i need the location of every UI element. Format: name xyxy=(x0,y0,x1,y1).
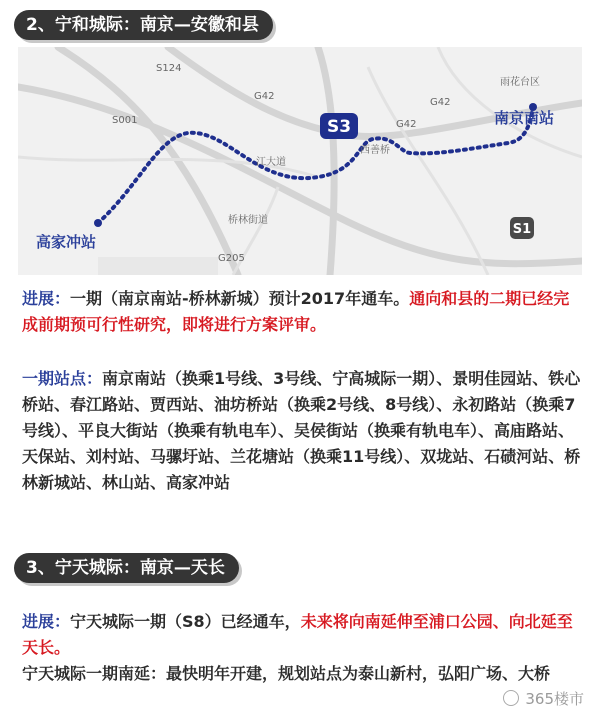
watermark-text: 365楼市 xyxy=(525,690,584,708)
label-district: 雨花台区 xyxy=(500,77,540,88)
section3-progress-highlight: 未来将向南延伸至浦口公园、向北延至天长。 xyxy=(22,612,573,657)
label-g42-b: G42 xyxy=(396,119,417,130)
station-start-label: 南京南站 xyxy=(494,109,555,127)
stations-text: 南京南站（换乘1号线、3号线、宁高城际一期）、景明佳园站、铁心桥站、春江路站、贾西站、油坊桥站（换乘2号线、8号线）、永初路站（换乘7号线）、平良大街站（换乘有轨电车）、吴侯街站（换乘有轨电车）、高庙路站、天保站、刘村站、马骡圩站、兰花塘站（换乘11号线）、双垅站、石碛河站、桥林新城站、林山站、高家冲站 xyxy=(22,369,581,492)
station-end-marker xyxy=(94,219,102,227)
section-2-title-tag: 2、宁和城际：南京—安徽和县 xyxy=(14,10,273,40)
extension-text: 宁天城际一期南延：最快明年开建，规划站点为泰山新村，弘阳广场、大桥 xyxy=(22,664,551,683)
wechat-logo-icon xyxy=(503,690,519,706)
section3-progress-lead: 进展： xyxy=(22,612,71,631)
label-g42-a: G42 xyxy=(254,91,275,102)
route-s1-badge: S1 xyxy=(512,222,532,237)
label-s124: S124 xyxy=(156,63,182,74)
route-s3-badge: S3 xyxy=(326,117,352,137)
route-map-graphic xyxy=(18,47,582,275)
label-s001: S001 xyxy=(112,115,138,126)
label-dadao: 江大道 xyxy=(256,157,286,168)
progress-highlight: 通向和县的二期已经完成前期预可行性研究，即将进行方案评审。 xyxy=(22,289,570,334)
section-3-title-tag: 3、宁天城际：南京—天长 xyxy=(14,553,239,583)
station-end-label: 高家冲站 xyxy=(36,233,97,251)
map-area xyxy=(98,257,218,275)
label-g205: G205 xyxy=(218,253,245,264)
section-2-progress xyxy=(22,286,582,338)
progress-text: 一期（南京南站-桥林新城）预计2017年通车。 xyxy=(70,289,410,308)
label-qiaolin: 桥林街道 xyxy=(228,215,268,226)
stations-lead-label: 一期站点： xyxy=(22,369,103,388)
route-map xyxy=(18,47,582,275)
section-2-stations xyxy=(22,366,582,496)
label-xishan: 西善桥 xyxy=(360,145,390,156)
progress-lead-label: 进展： xyxy=(22,289,71,308)
section-3-extension xyxy=(22,661,582,687)
watermark xyxy=(503,688,584,709)
label-g42-c: G42 xyxy=(430,97,451,108)
section-3-progress xyxy=(22,609,582,661)
section3-progress-text: 宁天城际一期（S8）已经通车， xyxy=(70,612,301,631)
